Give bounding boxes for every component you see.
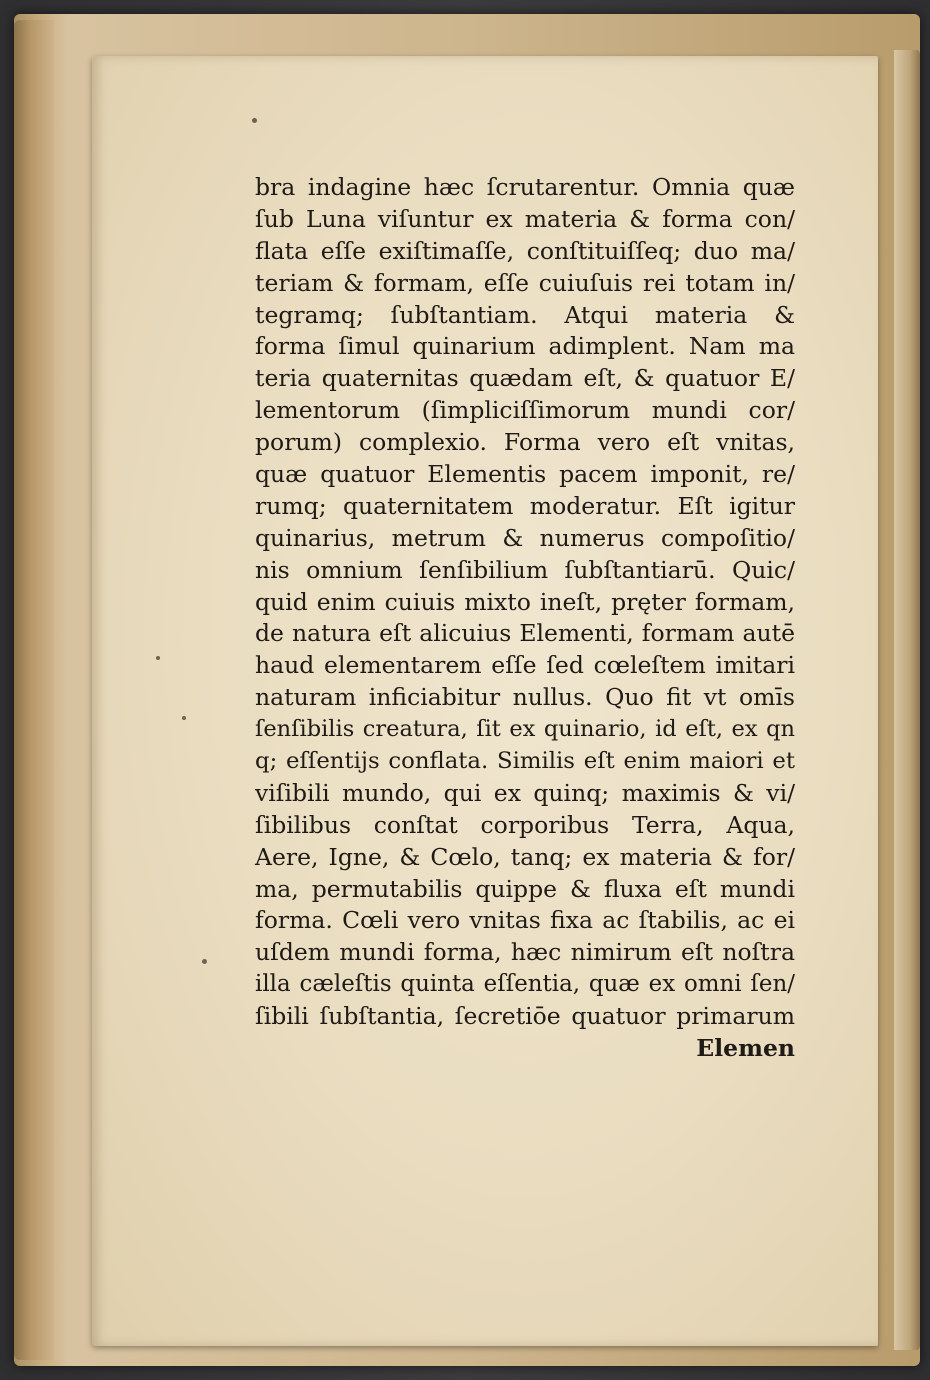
text-line: teriam & formam, eſſe cuiuſuis rei totam in/ bbox=[255, 268, 795, 297]
text-line: forma. Cœli vero vnitas fixa ac ſtabilis, ac ei bbox=[255, 906, 795, 935]
catchword: Elemen bbox=[696, 1034, 795, 1063]
text-line: ma, permutabilis quippe & fluxa eſt mundi bbox=[255, 874, 795, 903]
text-line: rumq; quaternitatem moderatur. Eſt igitur bbox=[255, 491, 795, 520]
text-line: Aere, Igne, & Cœlo, tanq; ex materia & for/ bbox=[255, 842, 795, 871]
text-line: q; eſſentijs conflata. Similis eſt enim maiori et bbox=[255, 748, 795, 775]
text-line: bra indagine hæc ſcrutarentur. Omnia quæ bbox=[255, 173, 795, 201]
text-line: quid enim cuiuis mixto ineſt, pręter formam, bbox=[255, 587, 795, 616]
book-spine-edge bbox=[14, 20, 54, 1360]
text-line: flata eſſe exiſtimaſſe, conſtituiſſeq; duo ma/ bbox=[255, 236, 795, 265]
paper-fleck bbox=[156, 656, 160, 660]
text-line: teria quaternitas quædam eſt, & quatuor E/ bbox=[255, 364, 795, 393]
text-line: forma ſimul quinarium adimplent. Nam ma bbox=[255, 332, 795, 361]
page-edges-right bbox=[894, 50, 920, 1350]
text-line: quinarius, metrum & numerus compoſitio/ bbox=[255, 523, 795, 552]
text-line: quæ quatuor Elementis pacem imponit, re/ bbox=[255, 460, 795, 489]
text-line: porum) complexio. Forma vero eſt vnitas, bbox=[255, 428, 795, 457]
text-line: haud elementarem eſſe ſed cœleſtem imitari bbox=[255, 651, 795, 680]
text-line: ſub Luna viſuntur ex materia & forma con/ bbox=[255, 204, 795, 233]
paper-fleck bbox=[202, 959, 207, 964]
text-line: ſenſibilis creatura, ſit ex quinario, id eſt, ex qn bbox=[255, 716, 795, 743]
text-line: ſibilibus conſtat corporibus Terra, Aqua, bbox=[255, 810, 795, 839]
paper-fleck bbox=[252, 118, 257, 123]
text-line: viſibili mundo, qui ex quinq; maximis & vi/ bbox=[255, 778, 795, 807]
text-line: nis omnium ſenſibilium ſubſtantiarū. Quic/ bbox=[255, 555, 795, 584]
paper-fleck bbox=[182, 716, 186, 720]
text-line: uſdem mundi forma, hæc nimirum eſt noſtra bbox=[255, 938, 795, 967]
text-line: illa cæleſtis quinta eſſentia, quæ ex omni ſen/ bbox=[255, 971, 795, 998]
text-line: tegramq; ſubſtantiam. Atqui materia & bbox=[255, 300, 795, 329]
text-line: lementorum (ſimpliciſſimorum mundi cor/ bbox=[255, 396, 795, 425]
body-text bbox=[255, 172, 795, 1065]
text-line: ſibili ſubſtantia, ſecretiōe quatuor primarum bbox=[255, 1002, 795, 1031]
text-line: naturam inficiabitur nullus. Quo fit vt omīs bbox=[255, 683, 795, 712]
text-line: de natura eſt alicuius Elementi, formam autē bbox=[255, 619, 795, 648]
